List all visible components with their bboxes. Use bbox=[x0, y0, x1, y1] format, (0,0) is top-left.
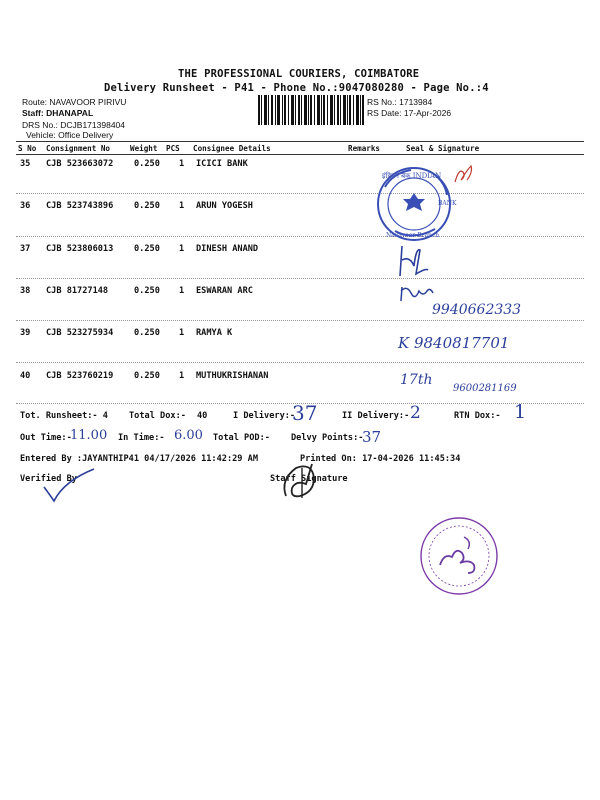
row-divider bbox=[16, 320, 584, 321]
col-consignment: Consignment No bbox=[46, 144, 111, 153]
rtn-dox-label: RTN Dox:- bbox=[454, 411, 501, 421]
total-dox-value: 40 bbox=[197, 411, 208, 421]
row-divider bbox=[16, 193, 584, 194]
row-sno: 38 bbox=[20, 286, 31, 296]
row-sno: 37 bbox=[20, 244, 31, 254]
row-pcs: 1 bbox=[179, 286, 185, 296]
out-time-label: Out Time:- bbox=[20, 433, 72, 443]
handwritten-phone-row39: K 9840817701 bbox=[398, 334, 510, 352]
total-dox-label: Total Dox:- bbox=[129, 411, 186, 421]
i-delivery-label: I Delivery:- bbox=[233, 411, 296, 421]
in-time-label: In Time:- bbox=[118, 433, 165, 443]
i-delivery-value: 37 bbox=[292, 401, 318, 425]
company-title: THE PROFESSIONAL COURIERS, COIMBATORE bbox=[178, 68, 420, 80]
ii-delivery-value: 2 bbox=[410, 403, 421, 423]
col-consignee: Consignee Details bbox=[193, 144, 271, 153]
staff-label: Staff: DHANAPAL bbox=[22, 108, 94, 118]
row-pcs: 1 bbox=[179, 159, 185, 169]
row-consignee: RAMYA K bbox=[196, 328, 233, 338]
row-divider bbox=[16, 362, 584, 363]
col-seal: Seal & Signature bbox=[406, 144, 480, 153]
col-weight: Weight bbox=[130, 144, 158, 153]
row-consignee: DINESH ANAND bbox=[196, 244, 259, 254]
row-weight: 0.250 bbox=[134, 244, 160, 254]
row-sno: 35 bbox=[20, 159, 31, 169]
printed-on: Printed On: 17-04-2026 11:45:34 bbox=[300, 454, 461, 464]
in-time-value: 6.00 bbox=[174, 428, 203, 443]
staff-signature-icon bbox=[278, 460, 330, 506]
handwritten-phone-row40: 9600281169 bbox=[453, 383, 517, 394]
row-weight: 0.250 bbox=[134, 159, 160, 169]
rs-date-label: RS Date: 17-Apr-2026 bbox=[367, 108, 452, 118]
runsheet-subtitle: Delivery Runsheet - P41 - Phone No.:9047080280 - Page No.:4 bbox=[104, 82, 489, 94]
table-header-rule bbox=[16, 154, 584, 155]
row-sno: 40 bbox=[20, 371, 31, 381]
total-pod-label: Total POD:- bbox=[213, 433, 270, 443]
row-weight: 0.250 bbox=[134, 371, 160, 381]
red-signature-icon bbox=[452, 162, 476, 188]
signature-row37-icon bbox=[396, 244, 430, 280]
row-pcs: 1 bbox=[179, 328, 185, 338]
row-pcs: 1 bbox=[179, 201, 185, 211]
row-sno: 36 bbox=[20, 201, 31, 211]
row-sno: 39 bbox=[20, 328, 31, 338]
row-consignment: CJB 523760219 bbox=[46, 371, 114, 381]
row-consignment: CJB 523806013 bbox=[46, 244, 114, 254]
delvy-points-label: Delvy Points:- bbox=[291, 433, 364, 443]
verified-by-label: Verified By bbox=[20, 474, 77, 484]
col-remarks: Remarks bbox=[348, 144, 381, 153]
delvy-points-value: 37 bbox=[362, 428, 382, 446]
row-pcs: 1 bbox=[179, 371, 185, 381]
signature-row38-icon bbox=[398, 283, 434, 305]
row-consignment: CJB 523275934 bbox=[46, 328, 114, 338]
tot-runsheet: Tot. Runsheet:- 4 bbox=[20, 411, 108, 421]
rs-no-label: RS No.: 1713984 bbox=[367, 97, 433, 107]
row-consignee: ESWARAN ARC bbox=[196, 286, 253, 296]
row-pcs: 1 bbox=[179, 244, 185, 254]
row-consignee: ARUN YOGESH bbox=[196, 201, 253, 211]
table-top-rule bbox=[16, 141, 584, 142]
barcode bbox=[258, 95, 364, 125]
row-consignment: CJB 523743896 bbox=[46, 201, 114, 211]
stamp-bottom-text: Navavoor Branch bbox=[386, 232, 440, 239]
stamp-top-text: इंडियन बैंक INDIAN bbox=[382, 172, 442, 180]
col-pcs: PCS bbox=[166, 144, 180, 153]
delivery-stamp-icon bbox=[418, 515, 500, 597]
handwritten-row40-note: 17th bbox=[400, 372, 433, 388]
entered-by: Entered By :JAYANTHIP41 04/17/2026 11:42:29 AM bbox=[20, 454, 258, 464]
vehicle-label: Vehicle: Office Delivery bbox=[26, 130, 114, 140]
row-consignment: CJB 81727148 bbox=[46, 286, 109, 296]
row-divider bbox=[16, 278, 584, 279]
row-consignment: CJB 523663072 bbox=[46, 159, 114, 169]
stamp-side-text: BANK bbox=[438, 200, 457, 207]
drs-label: DRS No.: DCJB171398404 bbox=[22, 120, 126, 130]
staff-signature-label: Staff Signature bbox=[270, 474, 348, 484]
row-consignee: ICICI BANK bbox=[196, 159, 248, 169]
col-sno: S No bbox=[18, 144, 37, 153]
ii-delivery-label: II Delivery:- bbox=[342, 411, 410, 421]
handwritten-phone-row38: 9940662333 bbox=[432, 302, 522, 318]
out-time-value: 11.00 bbox=[70, 428, 108, 443]
row-weight: 0.250 bbox=[134, 201, 160, 211]
row-weight: 0.250 bbox=[134, 328, 160, 338]
verified-signature-icon bbox=[40, 465, 100, 505]
route-label: Route: NAVAVOOR PIRIVU bbox=[22, 97, 127, 107]
row-consignee: MUTHUKRISHANAN bbox=[196, 371, 269, 381]
row-weight: 0.250 bbox=[134, 286, 160, 296]
rtn-dox-value: 1 bbox=[514, 401, 527, 423]
row-divider bbox=[16, 236, 584, 237]
